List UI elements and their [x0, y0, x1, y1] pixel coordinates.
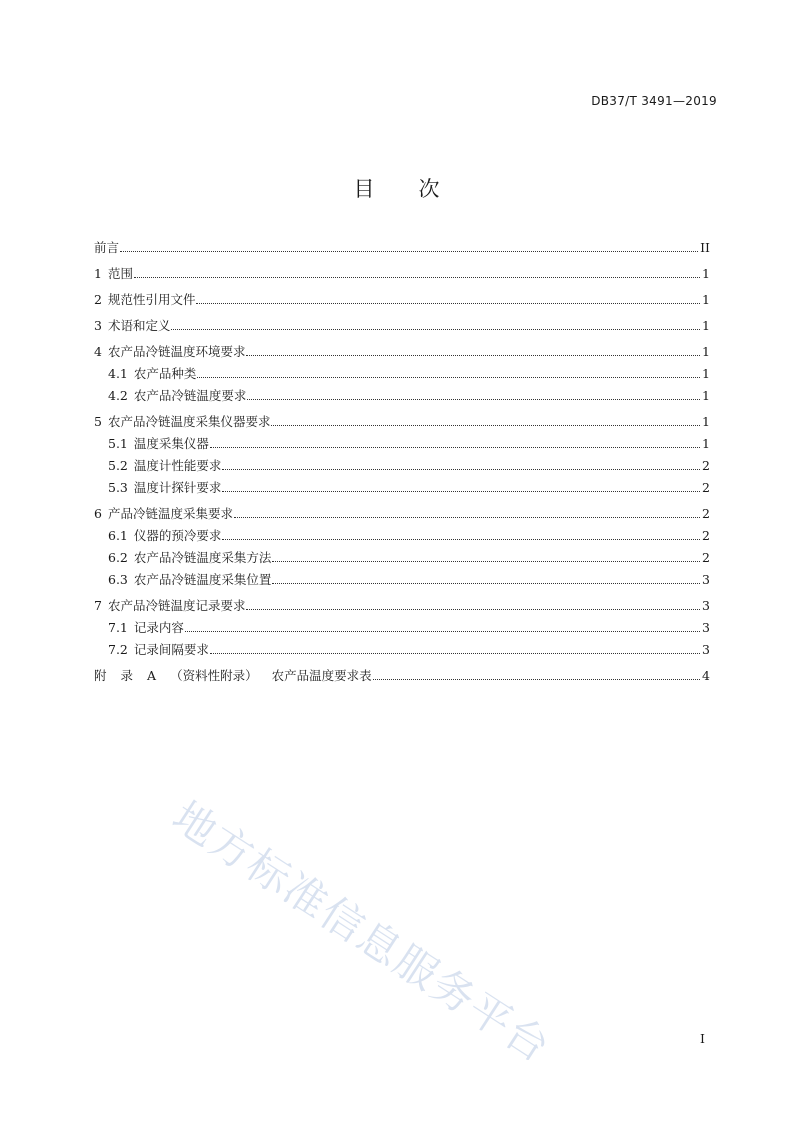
toc-entry-title: 产品冷链温度采集要求 [107, 506, 233, 521]
toc-leader-dots [222, 529, 700, 540]
toc-entry-7[interactable] [94, 596, 710, 615]
toc-entry-title: 仪器的预冷要求 [133, 528, 222, 543]
toc-entry-title: 农产品种类 [133, 366, 197, 381]
table-of-contents [94, 238, 710, 685]
toc-title [0, 173, 793, 203]
toc-entry-number: 7.2 [108, 642, 128, 657]
toc-entry-title: 农产品冷链温度记录要求 [107, 598, 246, 613]
toc-entry-number: 2 [94, 292, 102, 307]
toc-leader-dots [210, 643, 700, 654]
toc-entry-number: 6.2 [108, 550, 128, 565]
toc-entry-title: 农产品冷链温度环境要求 [107, 344, 246, 359]
toc-entry-title: 前言 [94, 240, 120, 255]
toc-entry-1[interactable] [94, 264, 710, 283]
toc-entry-page: 4 [702, 668, 710, 683]
appendix-label-char-2: 录 [120, 668, 134, 683]
toc-entry-number: 1 [94, 266, 102, 281]
toc-entry-number: 6.1 [108, 528, 128, 543]
toc-entry-title: 农产品冷链温度采集方法 [133, 550, 272, 565]
toc-entry-title: 农产品冷链温度采集位置 [133, 572, 272, 587]
toc-entry-title: 温度计探针要求 [133, 480, 222, 495]
toc-leader-dots [196, 293, 700, 304]
toc-entry-4-2[interactable] [94, 386, 710, 405]
toc-leader-dots [272, 551, 700, 562]
toc-entry-5-1[interactable] [94, 434, 710, 453]
toc-entry-title: 农产品冷链温度采集仪器要求 [107, 414, 271, 429]
toc-entry-number: 4.1 [108, 366, 128, 381]
toc-leader-dots [185, 621, 700, 632]
toc-entry-number: 6 [94, 506, 102, 521]
toc-entry-page: 3 [702, 642, 710, 657]
appendix-letter: A [147, 668, 157, 683]
toc-leader-dots [234, 507, 700, 518]
appendix-type: （资料性附录） [170, 668, 258, 683]
toc-leader-dots [210, 437, 700, 448]
toc-entry-number: 6.3 [108, 572, 128, 587]
toc-entry-title: 温度采集仪器 [133, 436, 209, 451]
toc-entry-page: II [700, 240, 710, 255]
toc-leader-dots [197, 367, 700, 378]
toc-entry-title: 农产品冷链温度要求 [133, 388, 247, 403]
toc-entry-number: 5.1 [108, 436, 128, 451]
toc-entry-foreword[interactable] [94, 238, 710, 257]
toc-entry-title: 记录间隔要求 [133, 642, 209, 657]
toc-entry-title: 规范性引用文件 [107, 292, 196, 307]
toc-entry-appendix-a[interactable] [94, 666, 710, 685]
toc-entry-title: 温度计性能要求 [133, 458, 222, 473]
toc-entry-2[interactable] [94, 290, 710, 309]
toc-leader-dots [272, 573, 700, 584]
toc-leader-dots [247, 389, 700, 400]
toc-entry-page: 1 [702, 414, 710, 429]
toc-title-char-1: 目 [353, 177, 375, 201]
toc-entry-page: 2 [702, 480, 710, 495]
toc-leader-dots [134, 267, 700, 278]
toc-entry-5-3[interactable] [94, 478, 710, 497]
toc-entry-3[interactable] [94, 316, 710, 335]
toc-leader-dots [222, 459, 700, 470]
toc-entry-title: 记录内容 [133, 620, 184, 635]
toc-entry-page: 2 [702, 550, 710, 565]
toc-entry-page: 1 [702, 388, 710, 403]
toc-entry-6-1[interactable] [94, 526, 710, 545]
toc-leader-dots [120, 241, 698, 252]
toc-entry-6[interactable] [94, 504, 710, 523]
toc-leader-dots [373, 669, 700, 680]
toc-entry-page: 1 [702, 436, 710, 451]
appendix-label-char-1: 附 [94, 668, 107, 683]
toc-entry-title: 术语和定义 [107, 318, 171, 333]
toc-leader-dots [271, 415, 700, 426]
toc-entry-number: 4.2 [108, 388, 128, 403]
toc-entry-number: 4 [94, 344, 102, 359]
toc-entry-page: 2 [702, 506, 710, 521]
toc-leader-dots [222, 481, 700, 492]
toc-entry-7-1[interactable] [94, 618, 710, 637]
toc-entry-page: 1 [702, 318, 710, 333]
toc-leader-dots [171, 319, 700, 330]
page-number: I [700, 1031, 705, 1046]
toc-entry-page: 3 [702, 620, 710, 635]
toc-entry-page: 1 [702, 344, 710, 359]
toc-entry-page: 3 [702, 598, 710, 613]
toc-entry-6-3[interactable] [94, 570, 710, 589]
toc-entry-number: 7 [94, 598, 102, 613]
toc-entry-title: 范围 [107, 266, 133, 281]
toc-entry-4-1[interactable] [94, 364, 710, 383]
toc-entry-title: 农产品温度要求表 [271, 668, 372, 683]
toc-entry-4[interactable] [94, 342, 710, 361]
toc-leader-dots [246, 599, 700, 610]
toc-entry-number: 5 [94, 414, 102, 429]
toc-entry-page: 1 [702, 266, 710, 281]
toc-entry-7-2[interactable] [94, 640, 710, 659]
toc-entry-5-2[interactable] [94, 456, 710, 475]
toc-title-char-2: 次 [418, 177, 440, 201]
toc-entry-number: 5.2 [108, 458, 128, 473]
toc-entry-number: 7.1 [108, 620, 128, 635]
toc-leader-dots [246, 345, 700, 356]
toc-entry-page: 2 [702, 458, 710, 473]
standard-code: DB37/T 3491—2019 [591, 94, 717, 108]
toc-entry-page: 1 [702, 366, 710, 381]
toc-entry-6-2[interactable] [94, 548, 710, 567]
toc-entry-number: 3 [94, 318, 102, 333]
toc-entry-page: 3 [702, 572, 710, 587]
toc-entry-page: 2 [702, 528, 710, 543]
toc-entry-number: 5.3 [108, 480, 128, 495]
toc-entry-5[interactable] [94, 412, 710, 431]
toc-entry-page: 1 [702, 292, 710, 307]
watermark: 地方标准信息服务平台 [163, 791, 560, 1073]
